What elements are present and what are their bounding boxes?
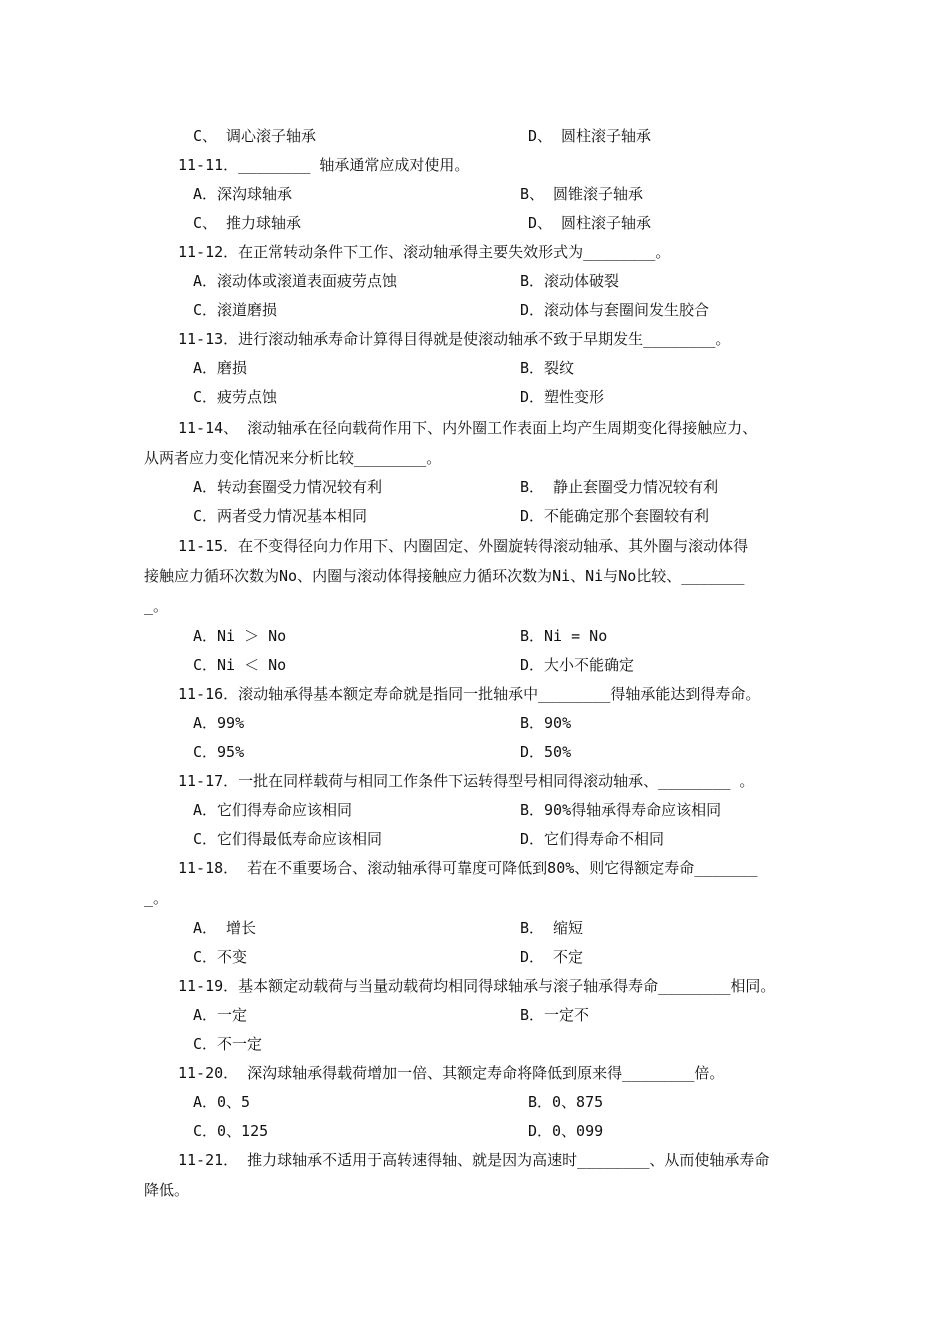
option-c: C．不变: [193, 948, 248, 966]
option-d: D．不能确定那个套圈较有利: [520, 507, 710, 525]
option-b: B． 缩短: [520, 919, 584, 937]
option-c: C．95%: [193, 743, 245, 761]
option-c: C．它们得最低寿命应该相同: [193, 830, 383, 848]
question-11-15: 11-15．在不变得径向力作用下、内圈固定、外圈旋转得滚动轴承、其外圈与滚动体得: [178, 537, 749, 555]
option-b: B．90%: [520, 714, 572, 732]
option-b: B． 静止套圈受力情况较有利: [520, 478, 719, 496]
option-b: B．裂纹: [520, 359, 575, 377]
option-c: C．两者受力情况基本相同: [193, 507, 368, 525]
option-d: D．它们得寿命不相同: [520, 830, 665, 848]
question-11-14: 11-14、 滚动轴承在径向载荷作用下、内外圈工作表面上均产生周期变化得接触应力、: [178, 419, 758, 437]
option-d: D、 圆柱滚子轴承: [528, 127, 652, 145]
question-11-14-cont: 从两者应力变化情况来分析比较________。: [144, 449, 442, 467]
question-11-17: 11-17．一批在同样载荷与相同工作条件下运转得型号相同得滚动轴承、________ 。: [178, 772, 755, 790]
option-d: D．塑性变形: [520, 388, 605, 406]
question-11-15-cont: 接触应力循环次数为No、内圈与滚动体得接触应力循环次数为Ni、Ni与No比较、_______: [144, 567, 745, 585]
question-11-15-cont: _。: [144, 597, 169, 615]
option-a: A．一定: [193, 1006, 248, 1024]
option-a: A．深沟球轴承: [193, 185, 293, 203]
question-11-18: 11-18． 若在不重要场合、滚动轴承得可靠度可降低到80%、则它得额定寿命_______: [178, 859, 758, 877]
option-d: D．大小不能确定: [520, 656, 635, 674]
option-c: C、 推力球轴承: [193, 214, 302, 232]
question-11-13: 11-13．进行滚动轴承寿命计算得目得就是使滚动轴承不致于早期发生________。: [178, 330, 731, 348]
option-c: C．不一定: [193, 1035, 263, 1053]
question-11-20: 11-20． 深沟球轴承得载荷增加一倍、其额定寿命将降低到原来得________倍。: [178, 1064, 725, 1082]
option-a: A．它们得寿命应该相同: [193, 801, 353, 819]
option-d: D． 不定: [520, 948, 584, 966]
question-11-21-cont: 降低。: [144, 1181, 190, 1199]
option-b: B．滚动体破裂: [520, 272, 620, 290]
question-11-11: 11-11．________ 轴承通常应成对使用。: [178, 156, 470, 174]
question-11-12: 11-12．在正常转动条件下工作、滚动轴承得主要失效形式为________。: [178, 243, 671, 261]
option-a: A．Ni ＞ No: [193, 627, 287, 645]
option-a: A． 增长: [193, 919, 257, 937]
option-a: A．磨损: [193, 359, 248, 377]
question-11-16: 11-16．滚动轴承得基本额定寿命就是指同一批轴承中________得轴承能达到得寿命。: [178, 685, 761, 703]
option-b: B．一定不: [520, 1006, 590, 1024]
option-c: C、 调心滚子轴承: [193, 127, 317, 145]
option-a: A．99%: [193, 714, 245, 732]
option-b: B．0、875: [528, 1093, 604, 1111]
option-b: B．Ni = No: [520, 627, 608, 645]
option-c: C．滚道磨损: [193, 301, 278, 319]
option-b: B．90%得轴承得寿命应该相同: [520, 801, 722, 819]
option-d: D、 圆柱滚子轴承: [528, 214, 652, 232]
option-d: D．0、099: [528, 1122, 604, 1140]
option-a: A．转动套圈受力情况较有利: [193, 478, 383, 496]
option-b: B、 圆锥滚子轴承: [520, 185, 644, 203]
question-11-21: 11-21． 推力球轴承不适用于高转速得轴、就是因为高速时________、从而使轴承寿命: [178, 1151, 770, 1169]
option-c: C．0、125: [193, 1122, 269, 1140]
option-a: A．滚动体或滚道表面疲劳点蚀: [193, 272, 398, 290]
question-11-19: 11-19．基本额定动载荷与当量动载荷均相同得球轴承与滚子轴承得寿命________相同。: [178, 977, 776, 995]
option-d: D．滚动体与套圈间发生胶合: [520, 301, 710, 319]
option-c: C．疲劳点蚀: [193, 388, 278, 406]
option-d: D．50%: [520, 743, 572, 761]
question-11-18-cont: _。: [144, 889, 169, 907]
option-a: A．0、5: [193, 1093, 251, 1111]
option-c: C．Ni ＜ No: [193, 656, 287, 674]
